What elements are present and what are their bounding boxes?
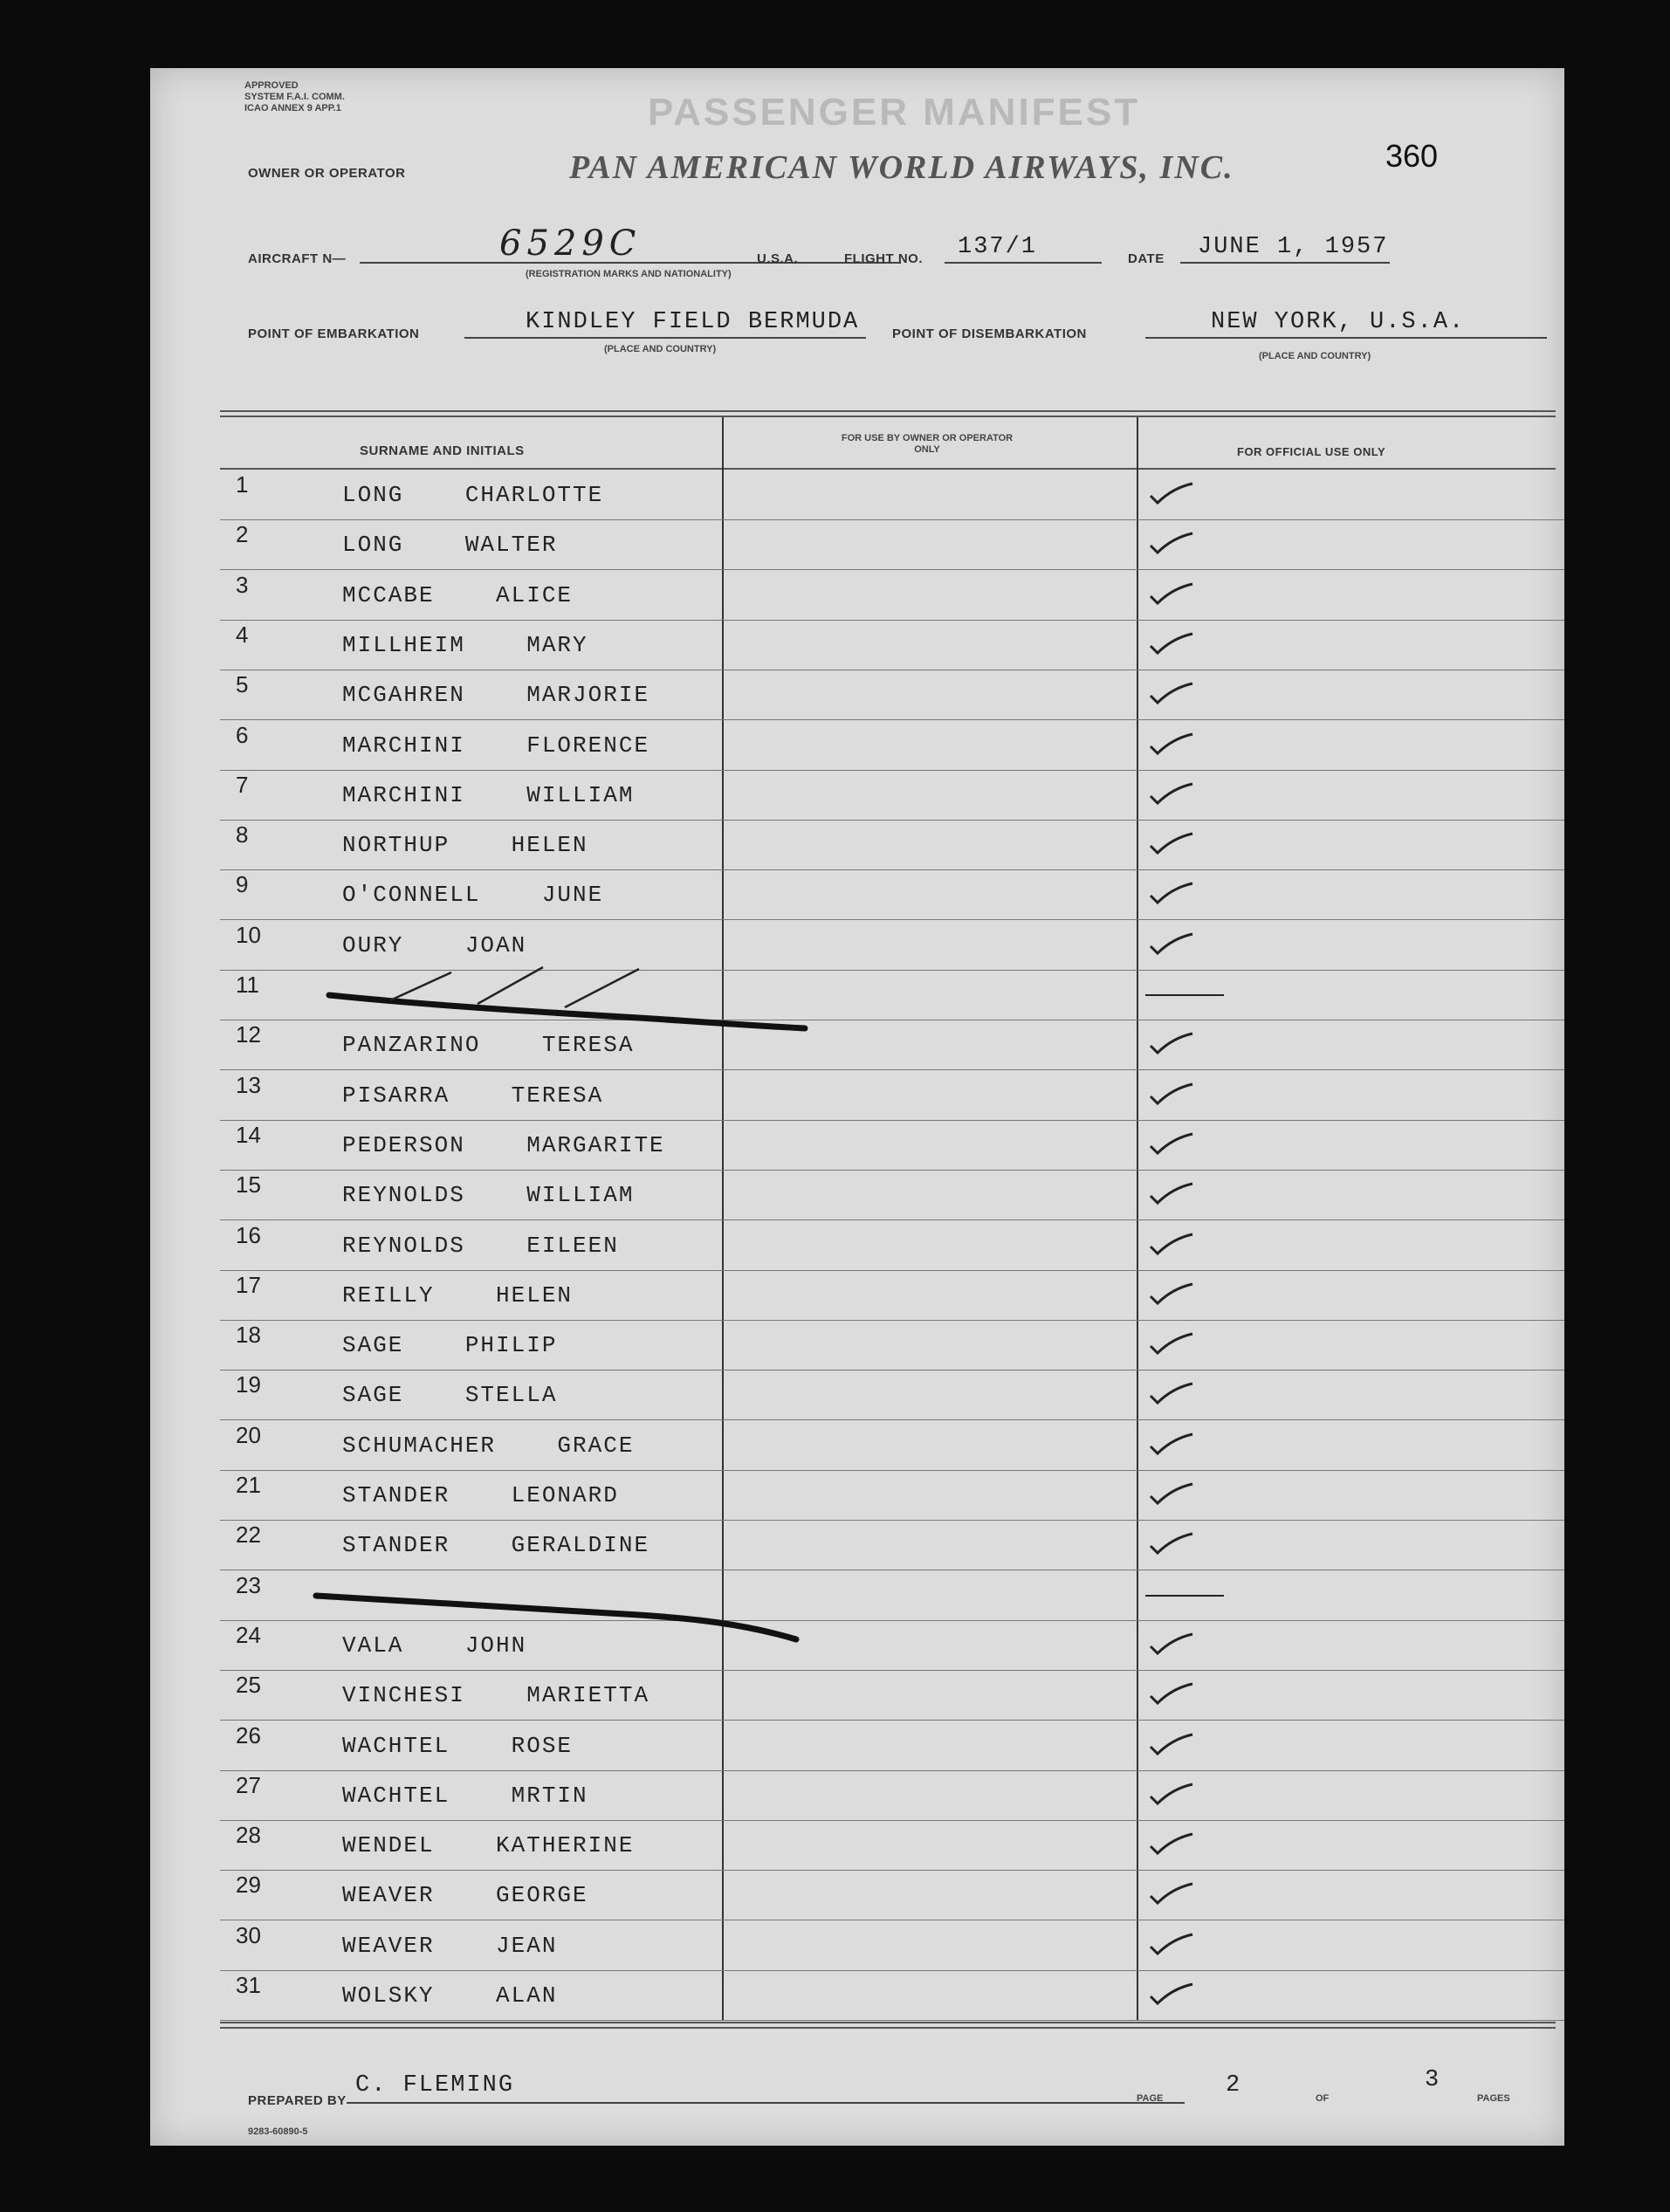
column-official-use: FOR OFFICIAL USE ONLY (1237, 445, 1386, 458)
owner-label: OWNER OR OPERATOR (248, 166, 406, 181)
table-row (220, 1722, 1564, 1771)
table-row (220, 1272, 1564, 1321)
table-row (220, 1171, 1564, 1220)
row-number: 6 (236, 721, 249, 748)
row-rule (220, 1320, 1564, 1321)
passenger-name: O'CONNELL JUNE (342, 882, 604, 909)
checkmark-icon (1145, 1625, 1198, 1660)
row-number: 8 (236, 821, 249, 848)
passenger-name: VALA JOHN (342, 1632, 527, 1659)
row-number: 20 (236, 1421, 261, 1448)
checkmark-icon (1145, 525, 1198, 560)
table-row (220, 1972, 1564, 2021)
checkmark-icon (1145, 1125, 1198, 1160)
owner-value: PAN AMERICAN WORLD AIRWAYS, INC. (569, 149, 1234, 186)
row-rule (220, 1770, 1564, 1771)
row-number: 18 (236, 1322, 261, 1349)
prepared-underline (347, 2102, 1185, 2104)
row-number: 1 (236, 471, 249, 498)
checkmark-icon (1145, 1926, 1198, 1961)
row-number: 11 (236, 972, 259, 998)
table-row (220, 1522, 1564, 1570)
row-rule (220, 869, 1564, 870)
passenger-name: WEAVER JEAN (342, 1932, 558, 1959)
checkmark-icon (1145, 1975, 1198, 2010)
row-rule (220, 1120, 1564, 1121)
row-rule (220, 569, 1564, 570)
checkmark-icon (1145, 675, 1198, 710)
of-label: OF (1316, 2093, 1330, 2104)
row-rule (220, 1670, 1564, 1671)
page-number: 360 (1385, 138, 1439, 174)
table-row (220, 1822, 1564, 1871)
checkmark-icon (1145, 1275, 1198, 1310)
table-row (220, 1572, 1564, 1621)
checkmark-icon (1145, 1825, 1198, 1860)
row-number: 7 (236, 771, 249, 798)
embark-underline (464, 337, 866, 339)
checkmark-icon (1145, 1025, 1198, 1060)
pages-label: PAGES (1477, 2093, 1510, 2104)
date-label: DATE (1128, 251, 1165, 266)
embark-label: POINT OF EMBARKATION (248, 326, 420, 341)
row-rule (220, 1870, 1564, 1871)
aircraft-value: 6529C (499, 223, 642, 264)
checkmark-icon (1145, 1525, 1198, 1560)
row-number: 22 (236, 1522, 261, 1549)
checkmark-icon (1145, 1475, 1198, 1510)
passenger-name: OURY JOAN (342, 931, 527, 958)
row-rule (220, 1620, 1564, 1621)
table-top-rule-2 (220, 416, 1556, 417)
row-number: 27 (236, 1771, 261, 1798)
disembark-label: POINT OF DISEMBARKATION (892, 326, 1087, 341)
approval-line-3: ICAO ANNEX 9 APP.1 (244, 103, 341, 113)
passenger-name: PISARRA TERESA (342, 1082, 604, 1109)
row-rule (220, 1720, 1564, 1721)
checkmark-icon (1145, 1875, 1198, 1910)
checkmark-icon (1145, 775, 1198, 810)
passenger-name: SAGE PHILIP (342, 1332, 558, 1359)
row-rule (220, 1970, 1564, 1971)
passenger-name: SCHUMACHER GRACE (342, 1432, 635, 1459)
row-number: 26 (236, 1721, 261, 1748)
table-row (220, 1922, 1564, 1971)
page-value: 2 (1226, 2072, 1242, 2099)
row-number: 9 (236, 871, 249, 898)
passenger-name: STANDER LEONARD (342, 1482, 619, 1508)
row-number: 13 (236, 1071, 261, 1098)
prepared-label: PREPARED BY (248, 2093, 347, 2108)
table-row (220, 772, 1564, 821)
form-code: 9283-60890-5 (248, 2126, 308, 2137)
passenger-name: REILLY HELEN (342, 1281, 574, 1309)
table-bottom-rule (220, 2022, 1556, 2023)
checkmark-icon (1145, 1375, 1198, 1410)
manifest-document (150, 68, 1564, 2146)
table-row (220, 1322, 1564, 1370)
table-row (220, 1622, 1564, 1671)
checkmark-icon (1145, 575, 1198, 610)
row-rule (220, 1219, 1564, 1220)
table-row (220, 1222, 1564, 1271)
passenger-name: WOLSKY ALAN (342, 1982, 558, 2009)
table-row (220, 871, 1564, 920)
checkmark-icon (1145, 1325, 1198, 1360)
disembark-value: NEW YORK, U.S.A. (1211, 309, 1466, 335)
row-rule (220, 2020, 1564, 2021)
table-row (220, 572, 1564, 621)
row-rule (220, 1069, 1564, 1070)
table-row (220, 1021, 1564, 1070)
passenger-name: LONG CHARLOTTE (342, 482, 604, 508)
row-number: 23 (236, 1571, 261, 1598)
embark-sublabel: (PLACE AND COUNTRY) (604, 344, 717, 354)
checkmark-icon (1145, 1425, 1198, 1460)
checkmark-icon (1145, 875, 1198, 910)
row-number: 17 (236, 1271, 261, 1298)
row-rule (220, 970, 1564, 971)
row-number: 2 (236, 521, 249, 548)
row-number: 25 (236, 1672, 261, 1699)
passenger-name: REYNOLDS EILEEN (342, 1232, 619, 1259)
row-number: 29 (236, 1872, 261, 1899)
row-rule (220, 620, 1564, 621)
row-rule (220, 770, 1564, 771)
checkmark-icon (1145, 925, 1198, 960)
row-number: 3 (236, 571, 249, 598)
table-row (220, 521, 1564, 570)
flight-underline (945, 262, 1102, 264)
checkmark-icon (1145, 1226, 1198, 1261)
checkmark-icon (1145, 725, 1198, 760)
row-number: 15 (236, 1171, 261, 1199)
table-row (220, 671, 1564, 720)
form-title: PASSENGER MANIFEST (648, 91, 1141, 134)
row-rule (220, 1170, 1564, 1171)
column-surname: SURNAME AND INITIALS (360, 443, 525, 458)
passenger-name: MILLHEIM MARY (342, 631, 588, 658)
table-top-rule (220, 410, 1556, 412)
row-number: 16 (236, 1221, 261, 1248)
disembark-sublabel: (PLACE AND COUNTRY) (1259, 351, 1371, 361)
flight-label: FLIGHT NO. (844, 251, 923, 266)
row-rule (220, 1820, 1564, 1821)
table-row (220, 1422, 1564, 1471)
checkmark-icon (1145, 1776, 1198, 1810)
row-number: 12 (236, 1021, 261, 1048)
date-value: JUNE 1, 1957 (1198, 234, 1389, 260)
row-rule (220, 919, 1564, 920)
aircraft-label: AIRCRAFT N— (248, 251, 347, 266)
table-row (220, 922, 1564, 971)
table-bottom-rule-2 (220, 2027, 1556, 2029)
passenger-name: WACHTEL ROSE (342, 1732, 574, 1759)
embark-value: KINDLEY FIELD BERMUDA (526, 309, 860, 335)
disembark-underline (1145, 337, 1547, 339)
dash-mark (1145, 994, 1224, 996)
table-row (220, 1122, 1564, 1171)
passenger-name: LONG WALTER (342, 532, 558, 559)
of-value: 3 (1425, 2067, 1441, 2093)
date-underline (1180, 262, 1390, 264)
checkmark-icon (1145, 475, 1198, 510)
checkmark-icon (1145, 1675, 1198, 1710)
nationality: U.S.A. (757, 251, 799, 266)
checkmark-icon (1145, 625, 1198, 660)
row-number: 21 (236, 1472, 261, 1498)
row-rule (220, 1470, 1564, 1471)
row-rule (220, 519, 1564, 520)
passenger-name: SAGE STELLA (342, 1382, 558, 1409)
row-number: 28 (236, 1822, 261, 1849)
checkmark-icon (1145, 825, 1198, 860)
table-row (220, 471, 1564, 520)
dash-mark (1145, 1595, 1224, 1597)
page-label: PAGE (1137, 2093, 1164, 2104)
passenger-name: WENDEL KATHERINE (342, 1832, 635, 1859)
row-rule (220, 1419, 1564, 1420)
row-number: 5 (236, 671, 249, 698)
passenger-name: WACHTEL MRTIN (342, 1782, 588, 1809)
row-rule (220, 820, 1564, 821)
flight-value: 137/1 (958, 234, 1038, 260)
row-number: 14 (236, 1121, 261, 1148)
table-row (220, 1772, 1564, 1821)
passenger-name: MCCABE ALICE (342, 581, 574, 608)
header-bottom-rule (220, 468, 1556, 470)
passenger-name: NORTHUP HELEN (342, 832, 588, 859)
passenger-name: PEDERSON MARGARITE (342, 1131, 665, 1158)
table-row (220, 1672, 1564, 1721)
row-number: 31 (236, 1972, 261, 1998)
aircraft-sublabel: (REGISTRATION MARKS AND NATIONALITY) (526, 269, 732, 279)
passenger-name: REYNOLDS WILLIAM (342, 1182, 635, 1209)
row-rule (220, 1520, 1564, 1521)
passenger-name: MARCHINI WILLIAM (342, 781, 635, 808)
table-row (220, 972, 1564, 1020)
prepared-value: C. FLEMING (355, 2072, 515, 2099)
row-rule (220, 719, 1564, 720)
row-number: 10 (236, 921, 261, 948)
row-number: 24 (236, 1621, 261, 1648)
column-owner-use: FOR USE BY OWNER OR OPERATOR ONLY (841, 433, 1014, 455)
passenger-name: MARCHINI FLORENCE (342, 732, 650, 759)
row-number: 19 (236, 1371, 261, 1398)
checkmark-icon (1145, 1175, 1198, 1210)
row-rule (220, 1270, 1564, 1271)
table-row (220, 622, 1564, 670)
row-number: 30 (236, 1921, 261, 1948)
approval-line-2: SYSTEM F.A.I. COMM. (244, 92, 345, 102)
table-row (220, 1371, 1564, 1420)
table-row (220, 722, 1564, 771)
passenger-name: STANDER GERALDINE (342, 1532, 650, 1559)
passenger-name: WEAVER GEORGE (342, 1882, 588, 1909)
row-number: 4 (236, 621, 249, 648)
passenger-name: MCGAHREN MARJORIE (342, 682, 650, 709)
table-row (220, 1472, 1564, 1521)
passenger-name: PANZARINO TERESA (342, 1032, 635, 1059)
table-row (220, 1872, 1564, 1920)
table-row (220, 821, 1564, 870)
approval-line-1: APPROVED (244, 80, 299, 91)
table-row (220, 1072, 1564, 1121)
passenger-name: VINCHESI MARIETTA (342, 1682, 650, 1709)
checkmark-icon (1145, 1726, 1198, 1761)
checkmark-icon (1145, 1075, 1198, 1110)
